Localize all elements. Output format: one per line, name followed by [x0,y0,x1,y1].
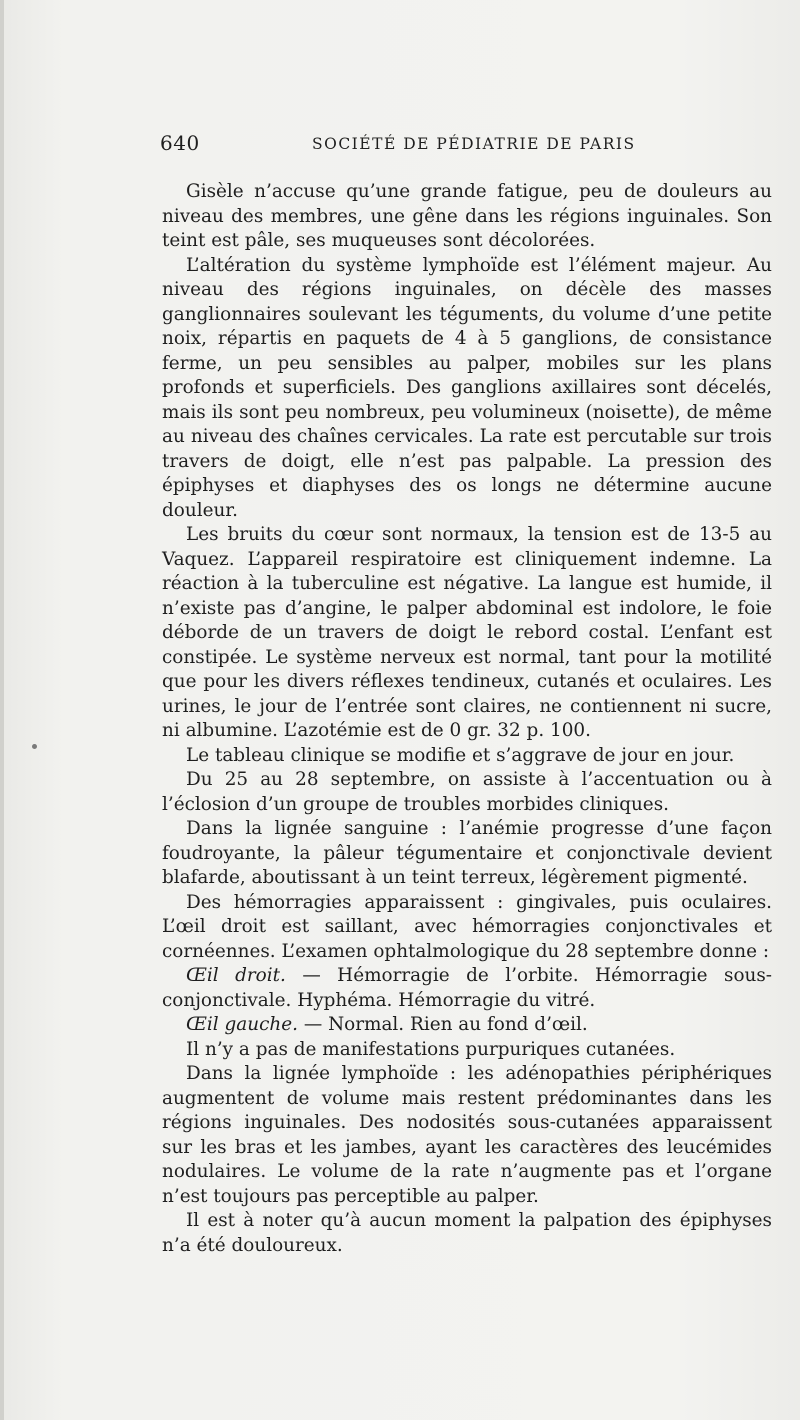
paragraph: Dans la lignée lymphoïde : les adénopathies périphériques augmentent de volume mais restent prédominantes dans les régions inguinales. Des nodosités sous-cutanées apparaissent sur les bras et les jambes, ayant les caractères des leucémides nodulaires. Le volume de la rate n’augmente pas et l’organe n’est toujours pas perceptible au palper. [162,1063,772,1207]
running-title: SOCIÉTÉ DE PÉDIATRIE DE PARIS [312,135,636,153]
paragraph: Dans la lignée sanguine : l’anémie progresse d’une façon foudroyante, la pâleur tégumentaire et conjonctivale devient blafarde, aboutissant à un teint terreux, légèrement pigmenté. [162,818,772,888]
page-header [160,128,660,158]
margin-mark [32,744,37,749]
paragraph: Des hémorragies apparaissent : gingivales, puis oculaires. L’œil droit est saillant, avec hémorragies conjonctivales et cornéennes. L’examen ophtalmologique du 28 septembre donne : [162,891,772,962]
right-eye-label: Œil droit. [186,965,286,986]
paragraph: L’altération du système lymphoïde est l’élément majeur. Au niveau des régions inguinales, on décèle des masses ganglionnaires soulevant les téguments, du volume d’une petite noix, répartis en paquets de 4 à 5 ganglions, de consistance ferme, un peu sensibles au palper, mobiles sur les plans profonds et superficiels. Des ganglions axillaires sont décelés, mais ils sont peu nombreux, peu volumineux (noisette), de même au niveau des chaînes cervicales. La rate est percutable sur trois travers de doigt, elle n’est pas palpable. La pression des épiphyses et diaphyses des os longs ne détermine aucune douleur. [162,254,772,521]
paragraph: Les bruits du cœur sont normaux, la tension est de 13-5 au Vaquez. L’appareil respiratoire est cliniquement indemne. La réaction à la tuberculine est négative. La langue est humide, il n’existe pas d’angine, le palper abdominal est indolore, le foie déborde de un travers de doigt le rebord costal. L’enfant est constipée. Le système nerveux est normal, tant pour la motilité que pour les divers réflexes tendineux, cutanés et oculaires. Les urines, le jour de l’entrée sont claires, ne contiennent ni sucre, ni albumine. L’azotémie est de 0 gr. 32 p. 100. [162,524,772,741]
paragraph: Il n’y a pas de manifestations purpuriques cutanées. [186,1038,676,1060]
paragraph-right-eye: Œil droit. — Hémorragie de l’orbite. Hémorragie sous-conjonctivale. Hyphéma. Hémorragie du vitré. [162,965,773,1011]
page-number: 640 [160,131,200,155]
paragraph: Le tableau clinique se modifie et s’aggrave de jour en jour. [186,744,735,766]
paragraph: Du 25 au 28 septembre, on assiste à l’accentuation ou à l’éclosion d’un groupe de troubles morbides cliniques. [162,769,772,815]
paragraph-left-eye: Œil gauche. — Normal. Rien au fond d’œil. [186,1014,588,1035]
left-eye-label: Œil gauche. [186,1014,298,1035]
paragraph: Il est à noter qu’à aucun moment la palpation des épiphyses n’a été douloureux. [162,1210,772,1256]
page-edge [0,0,4,1420]
paragraph: Gisèle n’accuse qu’une grande fatigue, peu de douleurs au niveau des membres, une gêne dans les régions inguinales. Son teint est pâle, ses muqueuses sont décolorées. [162,181,772,251]
body-text [162,180,772,1258]
